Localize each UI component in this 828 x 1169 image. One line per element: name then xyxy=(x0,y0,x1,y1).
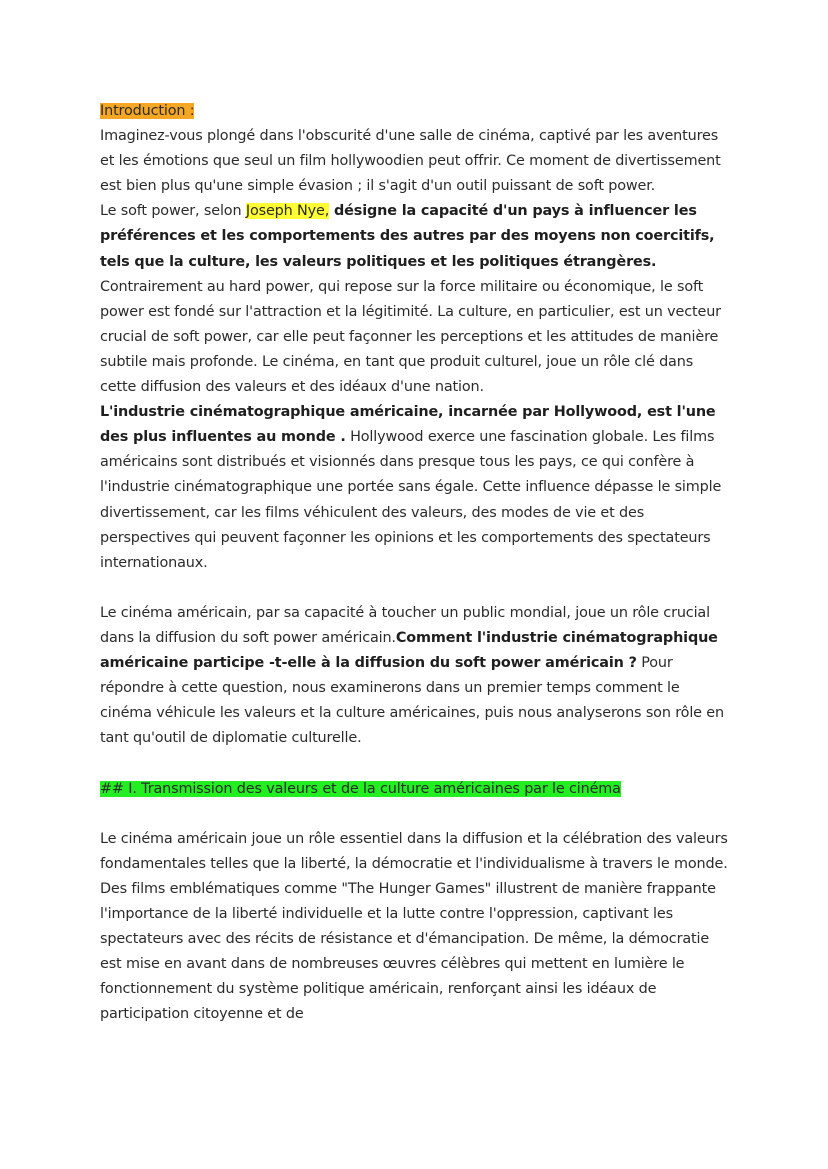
soft-power-paragraph xyxy=(100,199,732,400)
soft-power-intro-text: Le soft power, selon xyxy=(100,203,246,220)
soft-power-explanation: Contrairement au hard power, qui repose sur la force militaire ou économique, le soft power est fondé sur l'attraction et la légitimité. La culture, en particulier, est un vecteur crucial de soft power, car elle peut façonner les perceptions et les attitudes de manière subtile mais profonde. Le cinéma, en tant que produit culturel, joue un rôle clé dans cette diffusion des valeurs et des idéaux d'une nation. xyxy=(100,278,721,396)
intro-label: Introduction : xyxy=(100,103,195,119)
intro-paragraph: Imaginez-vous plongé dans l'obscurité d'une salle de cinéma, captivé par les aventures et les émotions que seul un film hollywoodien peut offrir. Ce moment de divertissement est bien plus qu'une simple évasion ; il s'agit d'un outil puissant de soft power. xyxy=(100,128,721,195)
problem-context: Le cinéma américain, par sa capacité à toucher un public mondial, joue un rôle crucial dans la diffusion du soft power américain. xyxy=(100,604,710,646)
paragraph-gap xyxy=(100,751,732,776)
paragraph-gap xyxy=(100,576,732,601)
section-paragraph: Le cinéma américain joue un rôle essentiel dans la diffusion et la célébration des valeurs fondamentales telles que la liberté, la démocratie et l'individualisme à travers le monde. Des films emblématiques comme "The Hunger Games" illustrent de manière frappante l'importance de la liberté individuelle et la lutte contre l'oppression, captivant les spectateurs avec des récits de résistance et d'émancipation. De même, la démocratie est mise en avant dans de nombreuses œuvres célèbres qui mettent en lumière le fonctionnement du système politique américain, renforçant ainsi les idéaux de participation citoyenne et de xyxy=(100,830,728,1023)
hollywood-thesis: L'industrie cinématographique américaine, incarnée par Hollywood, est l'une des plus influentes au monde . xyxy=(100,404,716,446)
author-name: Joseph Nye, xyxy=(245,203,330,220)
document-body xyxy=(100,99,732,1027)
problem-plan: Pour répondre à cette question, nous examinerons dans un premier temps comment le cinéma véhicule les valeurs et la culture américaines, puis nous analyserons son rôle en tant qu'outil de diplomatie culturelle. xyxy=(100,655,724,747)
hollywood-explanation: Hollywood exerce une fascination globale. Les films américains sont distribués et visionnés dans presque tous les pays, ce qui confère à l'industrie cinématographique une portée sans égale. Cette influence dépasse le simple divertissement, car les films véhiculent des valeurs, des modes de vie et des perspectives qui peuvent façonner les opinions et les comportements des spectateurs internationaux. xyxy=(100,429,722,571)
problem-question: Comment l'industrie cinématographique américaine participe -t-elle à la diffusion du soft power américain ? xyxy=(100,629,718,672)
soft-power-definition: désigne la capacité d'un pays à influencer les préférences et les comportements des autres par des moyens non coercitifs, tels que la culture, les valeurs politiques et les politiques étrangères. xyxy=(100,203,715,270)
paragraph-gap xyxy=(100,802,732,827)
section-heading: ## I. Transmission des valeurs et de la culture américaines par le cinéma xyxy=(100,780,621,797)
problem-paragraph xyxy=(100,601,732,752)
hollywood-paragraph xyxy=(100,400,732,576)
section-heading-line xyxy=(100,777,732,802)
intro-label-line xyxy=(100,99,732,124)
